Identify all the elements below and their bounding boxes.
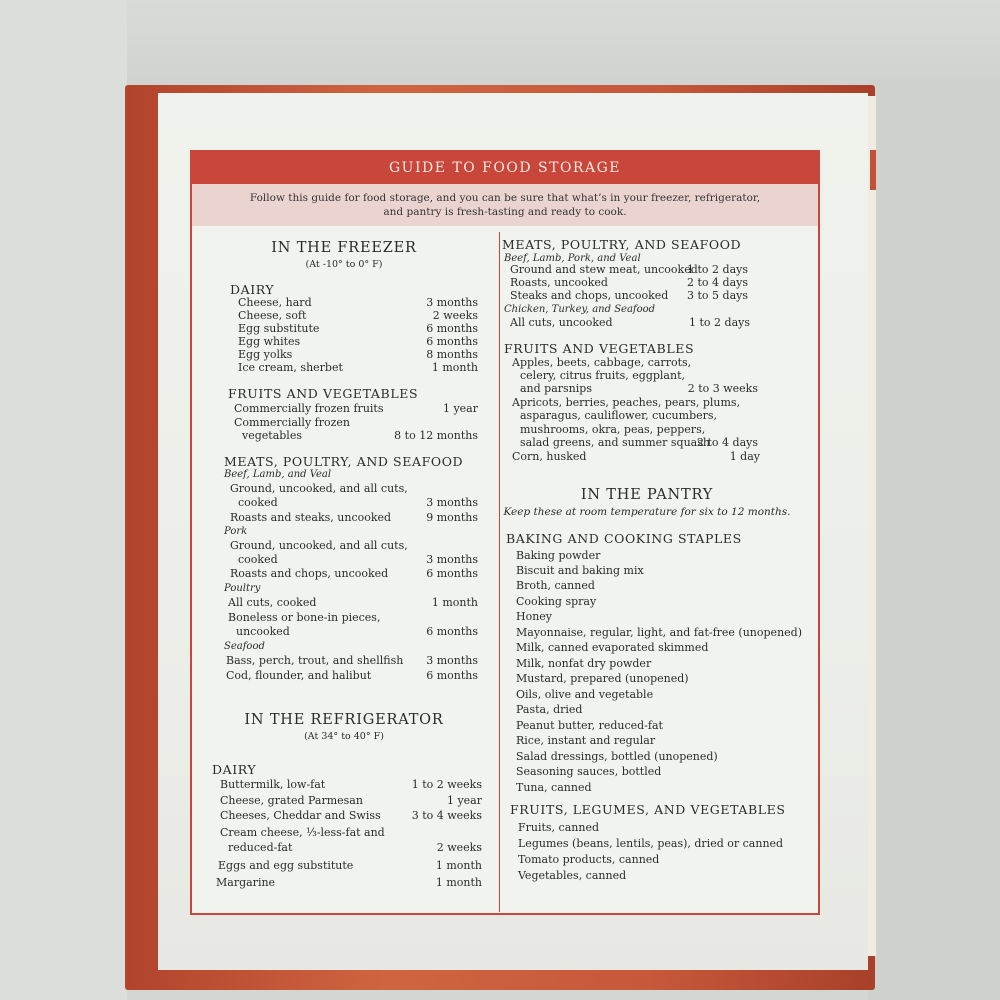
food-storage-guide-box: GUIDE TO FOOD STORAGE Follow this guide for food storage, and you can be sure that what’s in your freezer, refrigerator, and pantry is fresh-tasting and ready to cook. IN THE FREEZER (At -10° to 0° F) DAIRY Cheese, hard 3 months Cheese, soft 2 weeks Egg substitute 6 months Egg whites 6 months Egg yolks 8 months Ice cream, sherbet 1 month FRUITS AND VEGETABLES Commercially frozen fruits 1 year Commercially frozen vegetables 8 to 12 months MEATS, POULTRY, AND SEAFOOD Beef, Lamb, and Veal Ground, uncooked, and all cuts, cooked 3 months Roasts and steaks, uncooked 9 months Pork Ground, uncooked, and all cuts, cooked 3 months Roasts and chops, uncooked 6 months Poultry All cuts, cooked 1 month Boneless or bone-in pieces, uncooked 6 months Seafood Bass, perch, trout, and shellfish 3 months Cod, flounder, and halibut 6 months IN THE REFRIGERATOR (At 34° to 40° F) DAIRY Buttermilk, low-fat 1 to 2 weeks Cheese, grated Parmesan 1 year Cheeses, Cheddar and Swiss 3 to 4 weeks Cream cheese, ⅓-less-fat and reduced-fat 2 weeks Eggs and egg substitute 1 month Margarine 1 month MEATS, POULTRY, AND SEAFOOD Beef, Lamb, Pork, and Veal Ground and stew meat, uncooked 1 to 2 days Roasts, uncooked 2 to 4 days Steaks and chops, uncooked 3 to 5 days Chicken, Turkey, and Seafood All cuts, uncooked 1 to 2 days FRUITS AND VEGETABLES Apples, beets, cabbage, carrots, celery, citrus fruits, eggplant, and parsnips 2 to 3 weeks Apricots, berries, peaches, pears, plums, asparagus, cauliflower, cucumbers, mushrooms, okra, peas, peppers, salad greens, and summer squash 2 to 4 days Corn, husked 1 day IN THE PANTRY Keep these at room temperature for six to 12 months. BAKING AND COOKING STAPLES Baking powder Biscuit and baking mix Broth, canned Cooking spray Honey Mayonnaise, regular, light, and fat-free (unopened) Milk, canned evaporated skimmed Milk, nonfat dry powder Mustard, prepared (unopened) Oils, olive and vegetable Pasta, dried Peanut butter, reduced-fat Rice, instant and regular Salad dressings, bottled (unopened) Seasoning sauces, bottled Tuna, canned FRUITS, LEGUMES, AND VEGETABLES Fruits, canned Legumes (beans, lentils, peas), dried or canned Tomato products, canned Vegetables, canned <box>190 150 820 915</box>
pantry-staples-heading: BAKING AND COOKING STAPLES <box>506 531 742 546</box>
guide-title: GUIDE TO FOOD STORAGE <box>192 152 818 184</box>
refrigerator-fruits-vegetables-heading: FRUITS AND VEGETABLES <box>504 341 695 356</box>
freezer-subheading-beef: Beef, Lamb, and Veal <box>224 469 332 480</box>
pantry-fruits-legumes-heading: FRUITS, LEGUMES, AND VEGETABLES <box>510 802 786 817</box>
refrigerator-title: IN THE REFRIGERATOR <box>244 712 444 728</box>
pantry-note: Keep these at room temperature for six to 12 months. <box>503 506 791 518</box>
guide-intro-line-2: and pantry is fresh-tasting and ready to cook. <box>383 206 627 218</box>
refrigerator-subheading-chicken: Chicken, Turkey, and Seafood <box>504 304 656 315</box>
refrigerator-meats-heading: MEATS, POULTRY, AND SEAFOOD <box>502 237 742 252</box>
pantry-title: IN THE PANTRY <box>580 487 714 503</box>
freezer-fruits-vegetables-heading: FRUITS AND VEGETABLES <box>228 386 419 401</box>
freezer-meats-heading: MEATS, POULTRY, AND SEAFOOD <box>224 454 464 469</box>
refrigerator-dairy-heading: DAIRY <box>212 762 257 777</box>
adjacent-cover-strip <box>870 150 876 190</box>
freezer-title: IN THE FREEZER <box>271 240 417 256</box>
freezer-subheading-seafood: Seafood <box>224 641 265 652</box>
freezer-dairy-heading: DAIRY <box>230 282 275 297</box>
background-surface-right <box>868 80 1000 1000</box>
guide-intro <box>192 184 818 226</box>
guide-intro-line-1: Follow this guide for food storage, and you can be sure that what’s in your freezer, refrigerator, <box>249 192 761 204</box>
background-surface-top <box>127 0 1000 90</box>
background-surface-left <box>0 0 127 1000</box>
column-divider <box>499 232 500 912</box>
refrigerator-subheading-beef: Beef, Lamb, Pork, and Veal <box>504 253 641 264</box>
freezer-subheading-pork: Pork <box>224 526 248 537</box>
freezer-temperature: (At -10° to 0° F) <box>305 259 383 270</box>
refrigerator-temperature: (At 34° to 40° F) <box>304 731 384 742</box>
freezer-subheading-poultry: Poultry <box>224 583 261 594</box>
